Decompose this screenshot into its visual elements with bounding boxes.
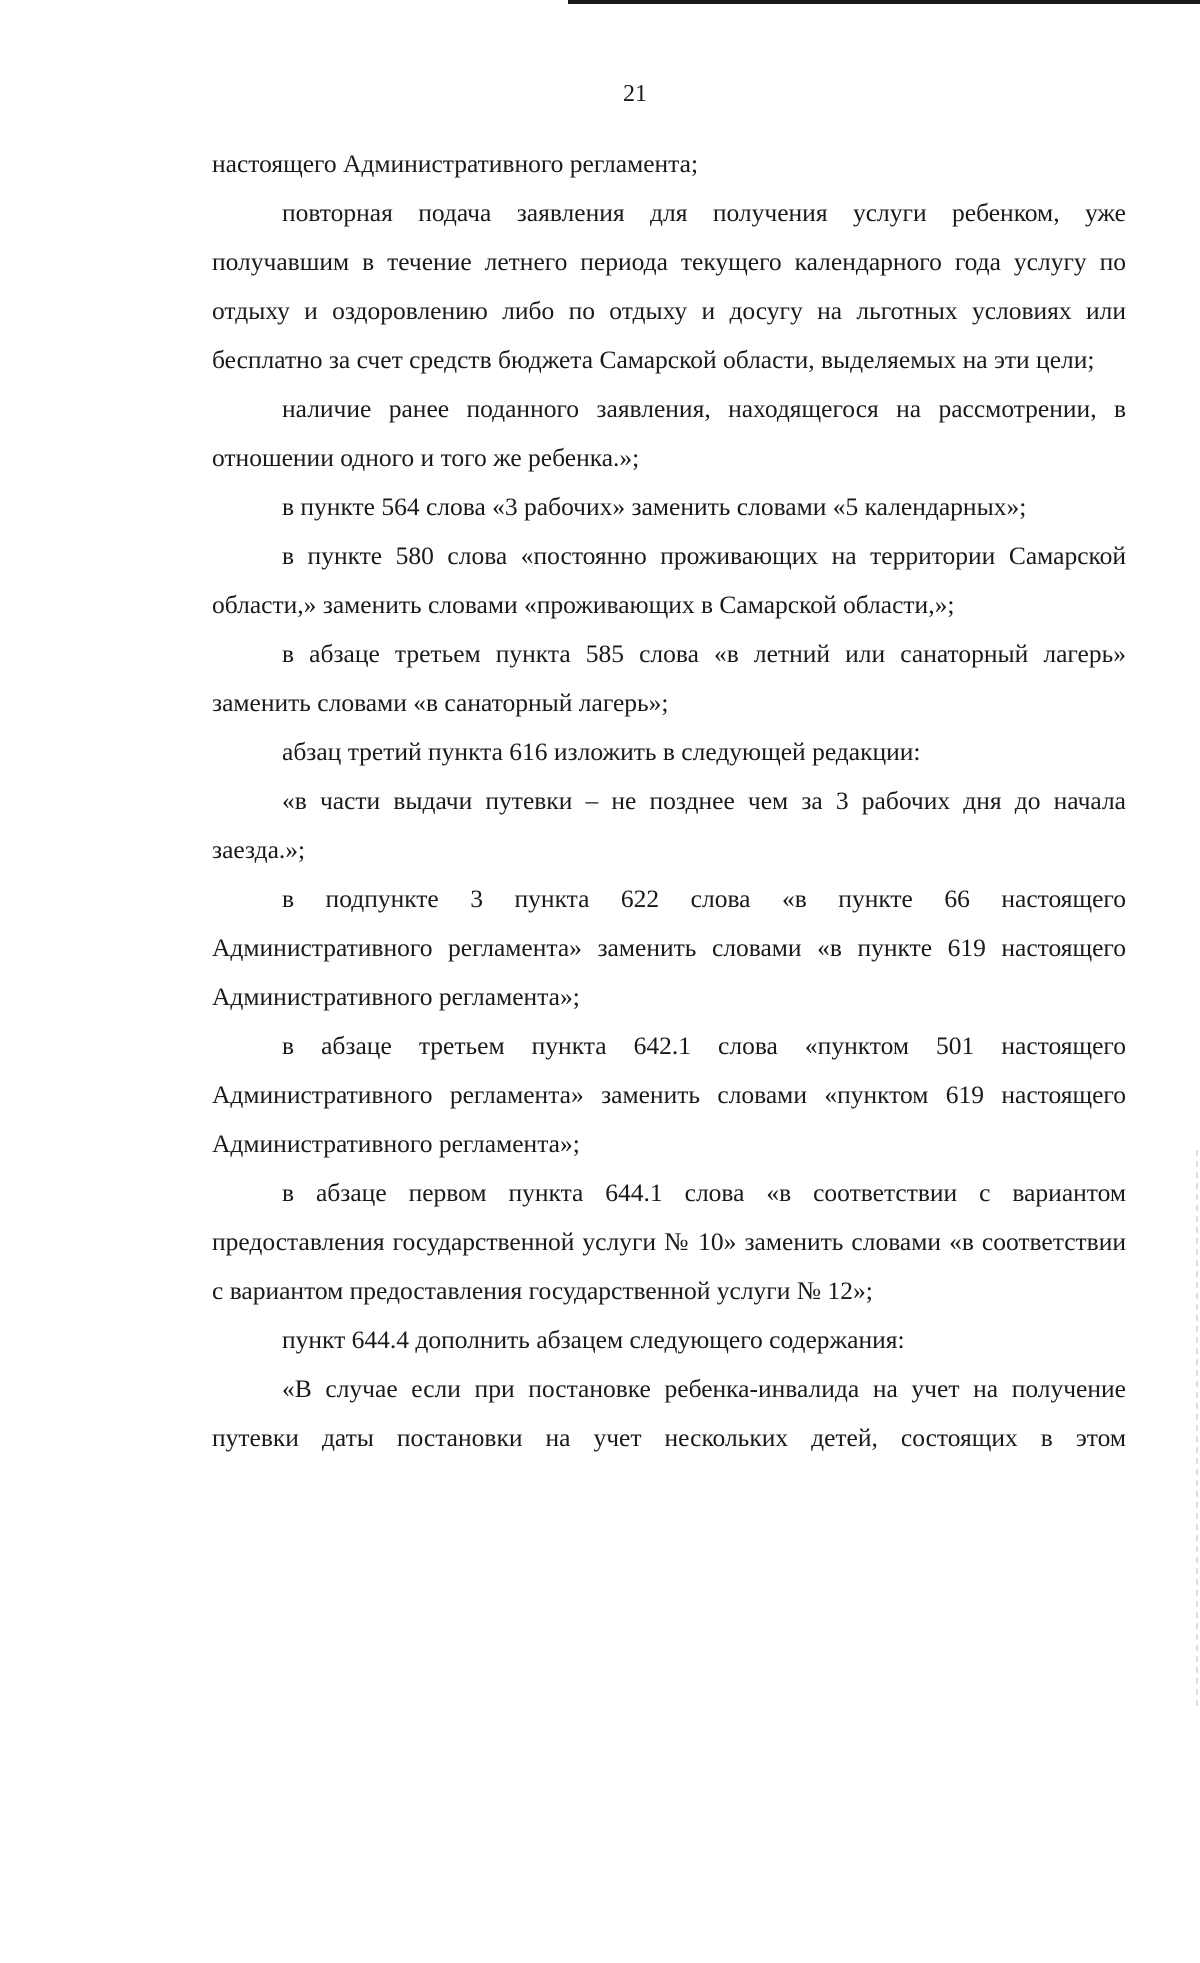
paragraph-12: пункт 644.4 дополнить абзацем следующего содержания: [282,1325,905,1354]
paragraph-3: наличие ранее поданного заявления, находящегося на рассмотрении, в отношении одного и того же ребенка.»; [212,394,1126,472]
paragraph-1: настоящего Административного регламента; [212,149,699,178]
paragraph-10: в абзаце третьем пункта 642.1 слова «пунктом 501 настоящего Административного регламента» заменить словами «пунктом 619 настоящего Административного регламента»; [212,1031,1126,1158]
paragraph-6: в абзаце третьем пункта 585 слова «в летний или санаторный лагерь» заменить словами «в санаторный лагерь»; [212,639,1126,717]
paragraph-5: в пункте 580 слова «постоянно проживающих на территории Самарской области,» заменить словами «проживающих в Самарской области,»; [212,541,1126,619]
scan-top-border [568,0,1200,4]
paragraph-9: в подпункте 3 пункта 622 слова «в пункте 66 настоящего Административного регламента» заменить словами «в пункте 619 настоящего Административного регламента»; [212,884,1126,1011]
paragraph-4: в пункте 564 слова «3 рабочих» заменить словами «5 календарных»; [282,492,1027,521]
document-body [212,139,1126,1462]
paragraph-11: в абзаце первом пункта 644.1 слова «в соответствии с вариантом предоставления государственной услуги № 10» заменить словами «в соответствии с вариантом предоставления государственной услуги № 12»; [212,1178,1126,1305]
paragraph-7: абзац третий пункта 616 изложить в следующей редакции: [282,737,921,766]
paragraph-2: повторная подача заявления для получения услуги ребенком, уже получавшим в течение летнего периода текущего календарного года услугу по отдыху и оздоровлению либо по отдыху и досугу на льготных условиях или бесплатно за счет средств бюджета Самарской области, выделяемых на эти цели; [212,198,1126,374]
paragraph-13: «В случае если при постановке ребенка-инвалида на учет на получение путевки даты постановки на учет нескольких детей, состоящих в этом [212,1374,1126,1452]
paragraph-8: «в части выдачи путевки – не позднее чем за 3 рабочих дня до начала заезда.»; [212,786,1126,864]
page-number: 21 [623,81,647,107]
scan-edge-artifact [1196,1150,1198,1710]
